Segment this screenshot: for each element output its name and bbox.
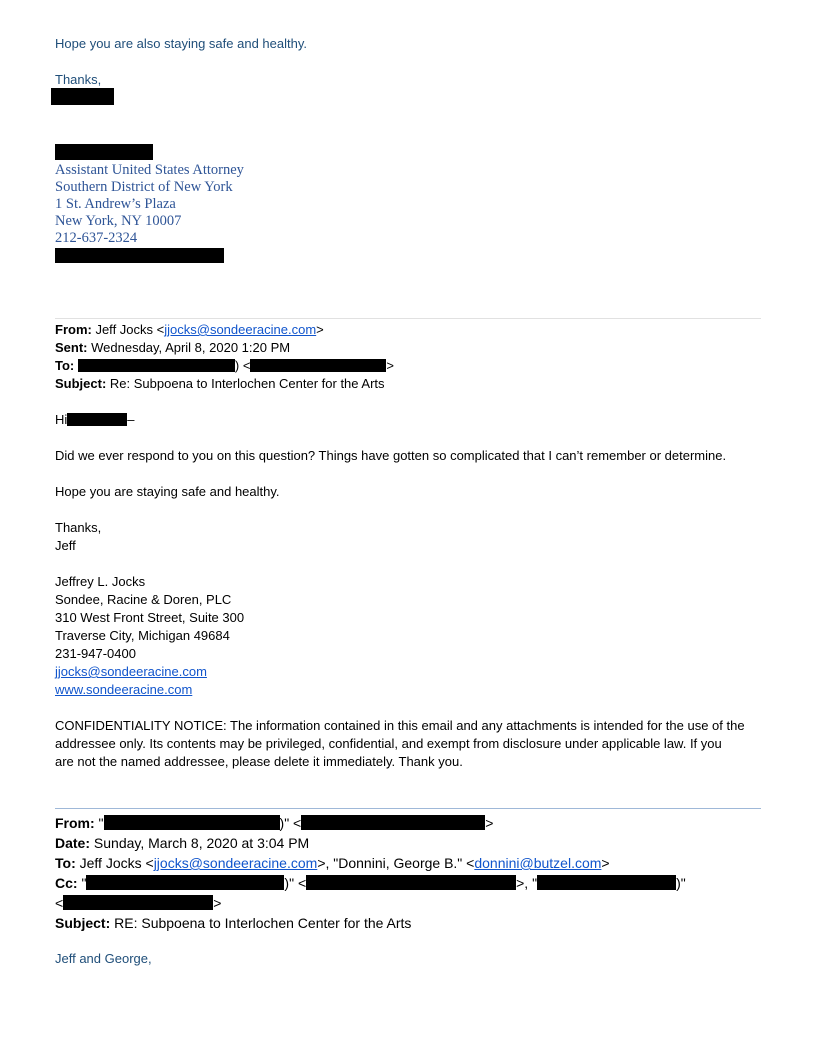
email1-from: From: Jeff Jocks <jjocks@sondeeracine.com> [55, 322, 324, 337]
email1-thanks: Thanks, [55, 520, 102, 535]
email2-subject: Subject: RE: Subpoena to Interlochen Center for the Arts [55, 915, 412, 931]
email1-name: Jeff [55, 538, 76, 553]
email2-from: From: " )" < > [55, 815, 494, 831]
signature-phone: 212-637-2324 [55, 230, 138, 246]
email1-greeting: Hi – [55, 412, 135, 427]
sig-phone: 231-947-0400 [55, 646, 136, 661]
email1-hope: Hope you are staying safe and healthy. [55, 484, 280, 499]
closing-line: Hope you are also staying safe and healthy. [55, 36, 307, 51]
signature-office: Southern District of New York [55, 179, 233, 195]
redacted-attorney-name [55, 144, 153, 163]
redacted-signer-name [51, 88, 114, 108]
sig-firm: Sondee, Racine & Doren, PLC [55, 592, 232, 607]
sig-address2: Traverse City, Michigan 49684 [55, 628, 230, 643]
confidentiality-line-3: are not the named addressee, please delete it immediately. Thank you. [55, 754, 463, 769]
email2-date: Date: Sunday, March 8, 2020 at 3:04 PM [55, 835, 310, 851]
sig-website-link[interactable]: www.sondeeracine.com [55, 682, 193, 697]
signature-title: Assistant United States Attorney [55, 162, 244, 178]
confidentiality-line-1: CONFIDENTIALITY NOTICE: The information contained in this email and any attachments is intended for the use of the [55, 718, 745, 733]
thanks-text: Thanks, [55, 72, 102, 87]
email2-greeting: Jeff and George, [55, 951, 152, 966]
sig-email-row [55, 663, 207, 681]
header-divider [55, 318, 761, 319]
email2-cc-cont: < > [55, 895, 222, 911]
signature-address: 1 St. Andrew’s Plaza [55, 196, 176, 212]
email1-question: Did we ever respond to you on this question? Things have gotten so complicated that I can’t remember or determine. [55, 448, 727, 463]
sig-web-row [55, 681, 192, 699]
redacted-email [55, 248, 224, 266]
to-email-link-2[interactable]: donnini@butzel.com [474, 855, 602, 871]
from-email-link[interactable]: jjocks@sondeeracine.com [164, 322, 317, 337]
sig-name: Jeffrey L. Jocks [55, 574, 146, 589]
email1-sent: Sent: Wednesday, April 8, 2020 1:20 PM [55, 340, 291, 355]
email1-to: To: ) < > [55, 358, 395, 373]
sig-email-link[interactable]: jjocks@sondeeracine.com [55, 664, 207, 679]
email1-subject: Subject: Re: Subpoena to Interlochen Center for the Arts [55, 376, 385, 391]
header-divider-2 [55, 808, 761, 809]
email2-to: To: Jeff Jocks <jjocks@sondeeracine.com>, "Donnini, George B." <donnini@butzel.com> [55, 855, 610, 871]
to-email-link-1[interactable]: jjocks@sondeeracine.com [153, 855, 318, 871]
email2-cc: Cc: " )" < >, " )" [55, 875, 686, 891]
signature-city: New York, NY 10007 [55, 213, 182, 229]
confidentiality-line-2: addressee only. Its contents may be privileged, confidential, and exempt from disclosure under applicable law. If you [55, 736, 722, 751]
sig-address1: 310 West Front Street, Suite 300 [55, 610, 245, 625]
